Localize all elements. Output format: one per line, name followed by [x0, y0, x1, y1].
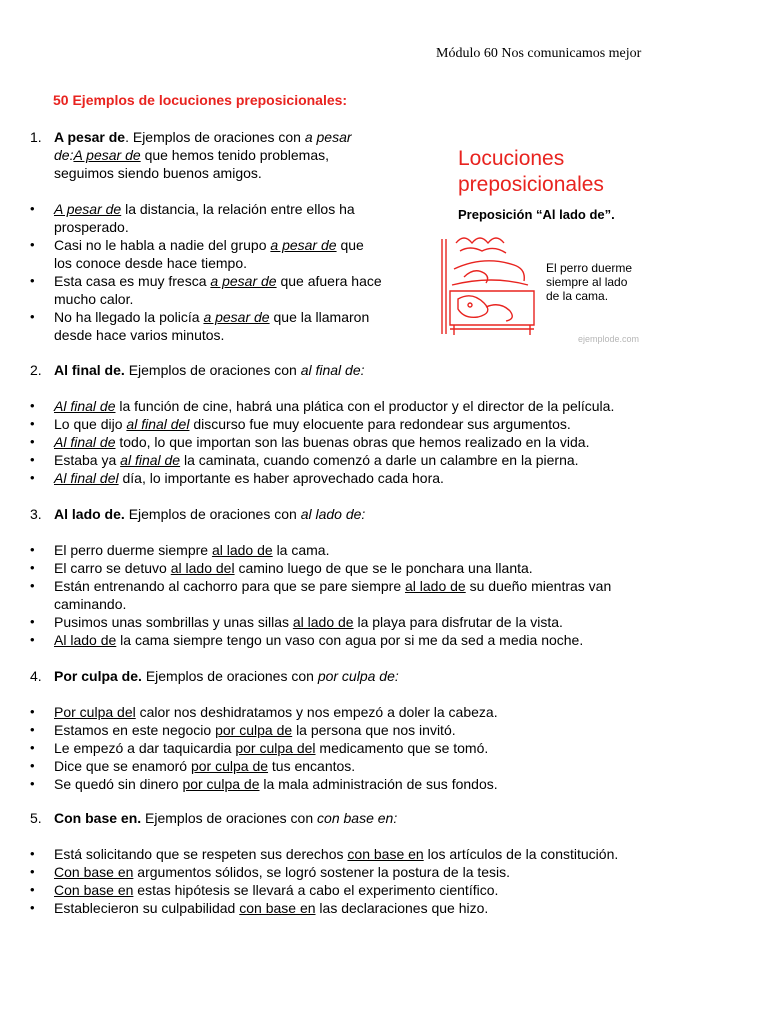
- figure-title-line1: Locuciones: [458, 147, 565, 170]
- section-2-number: 2.: [30, 362, 42, 378]
- section-3-bullet-4: Pusimos unas sombrillas y unas sillas al lado de la playa para disfrutar de la vista.: [54, 614, 563, 630]
- section-3-bullet-3: Están entrenando al cachorro para que se pare siempre al lado de su dueño mientras van: [54, 578, 612, 594]
- section-1-number: 1.: [30, 129, 42, 145]
- section-1-line-2: de:A pesar de que hemos tenido problemas,: [54, 147, 330, 163]
- bullet-icon: •: [30, 398, 35, 413]
- section-5-bullet-1: Está solicitando que se respeten sus derechos con base en los artículos de la constitución.: [54, 846, 619, 862]
- section-1-heading: A pesar de. Ejemplos de oraciones con a pesar: [54, 129, 352, 145]
- section-5-bullet-3: Con base en estas hipótesis se llevará a cabo el experimento científico.: [54, 882, 499, 898]
- section-2-bullet-4: Estaba ya al final de la caminata, cuando comenzó a darle un calambre en la pierna.: [54, 452, 579, 468]
- bullet-icon: •: [30, 614, 35, 629]
- figure-title-line2: preposicionales: [458, 173, 604, 196]
- section-2-heading: Al final de. Ejemplos de oraciones con al final de:: [54, 362, 365, 378]
- bullet-icon: •: [30, 740, 35, 755]
- bullet-icon: •: [30, 560, 35, 575]
- bullet-icon: •: [30, 846, 35, 861]
- section-3-heading: Al lado de. Ejemplos de oraciones con al lado de:: [54, 506, 366, 522]
- section-4-number: 4.: [30, 668, 42, 684]
- bullet-icon: •: [30, 632, 35, 647]
- section-5-bullet-4: Establecieron su culpabilidad con base en las declaraciones que hizo.: [54, 900, 489, 916]
- bullet-icon: •: [30, 758, 35, 773]
- section-5-heading: Con base en. Ejemplos de oraciones con con base en:: [54, 810, 398, 826]
- bullet-icon: •: [30, 452, 35, 467]
- section-2-bullet-5: Al final del día, lo importante es haber aprovechado cada hora.: [54, 470, 444, 486]
- bullet-icon: •: [30, 416, 35, 431]
- figure-source: ejemplode.com: [578, 334, 640, 344]
- section-4-bullet-2: Estamos en este negocio por culpa de la persona que nos invitó.: [54, 722, 456, 738]
- section-3-bullet-2: El carro se detuvo al lado del camino luego de que se le ponchara una llanta.: [54, 560, 533, 576]
- section-5-number: 5.: [30, 810, 42, 826]
- figure-subtitle: Preposición “Al lado de”.: [458, 207, 615, 222]
- bullet-icon: •: [30, 882, 35, 897]
- section-4-bullet-5: Se quedó sin dinero por culpa de la mala administración de sus fondos.: [54, 776, 498, 792]
- section-1-bullet-3-cont: mucho calor.: [54, 291, 134, 307]
- section-2-bullet-3: Al final de todo, lo que importan son las buenas obras que hemos realizado en la vida.: [54, 434, 590, 450]
- bullet-icon: •: [30, 542, 35, 557]
- section-3-bullet-3-cont: caminando.: [54, 596, 127, 612]
- bullet-icon: •: [30, 273, 35, 288]
- section-5-bullet-2: Con base en argumentos sólidos, se logró sostener la postura de la tesis.: [54, 864, 511, 880]
- section-3-number: 3.: [30, 506, 42, 522]
- bullet-icon: •: [30, 434, 35, 449]
- bullet-icon: •: [30, 722, 35, 737]
- section-1-line-3: seguimos siendo buenos amigos.: [54, 165, 262, 181]
- section-3-bullet-1: El perro duerme siempre al lado de la cama.: [54, 542, 330, 558]
- section-1-bullet-2: Casi no le habla a nadie del grupo a pesar de que: [54, 237, 364, 253]
- section-4-heading: Por culpa de. Ejemplos de oraciones con por culpa de:: [54, 668, 399, 684]
- section-2-bullet-2: Lo que dijo al final del discurso fue muy elocuente para redondear sus argumentos.: [54, 416, 571, 432]
- bullet-icon: •: [30, 900, 35, 915]
- bullet-icon: •: [30, 309, 35, 324]
- bullet-icon: •: [30, 704, 35, 719]
- section-1-bullet-2-cont: los conoce desde hace tiempo.: [54, 255, 248, 271]
- section-2-bullet-1: Al final de la función de cine, habrá una plática con el productor y el director de la película.: [54, 398, 615, 414]
- section-1-bullet-4-cont: desde hace varios minutos.: [54, 327, 225, 343]
- dog-bed-illustration: [434, 229, 544, 339]
- bullet-icon: •: [30, 776, 35, 791]
- bullet-icon: •: [30, 470, 35, 485]
- section-1-bullet-3: Esta casa es muy fresca a pesar de que afuera hace: [54, 273, 382, 289]
- page-header: Módulo 60 Nos comunicamos mejor: [436, 46, 642, 61]
- section-4-bullet-3: Le empezó a dar taquicardia por culpa del medicamento que se tomó.: [54, 740, 489, 756]
- bullet-icon: •: [30, 578, 35, 593]
- section-4-bullet-4: Dice que se enamoró por culpa de tus encantos.: [54, 758, 356, 774]
- illustration-figure: [432, 143, 668, 353]
- section-1-bullet-4: No ha llegado la policía a pesar de que la llamaron: [54, 309, 370, 325]
- bullet-icon: •: [30, 237, 35, 252]
- section-1-bullet-1: A pesar de la distancia, la relación entre ellos ha: [54, 201, 355, 217]
- section-4-bullet-1: Por culpa del calor nos deshidratamos y nos empezó a doler la cabeza.: [54, 704, 498, 720]
- section-3-bullet-5: Al lado de la cama siempre tengo un vaso con agua por si me da sed a media noche.: [54, 632, 584, 648]
- figure-caption: El perro duerme siempre al lado de la cama.: [546, 261, 633, 303]
- bullet-icon: •: [30, 201, 35, 216]
- bullet-icon: •: [30, 864, 35, 879]
- section-1-bullet-1-cont: prosperado.: [54, 219, 129, 235]
- document-title: 50 Ejemplos de locuciones preposicionales:: [53, 92, 348, 108]
